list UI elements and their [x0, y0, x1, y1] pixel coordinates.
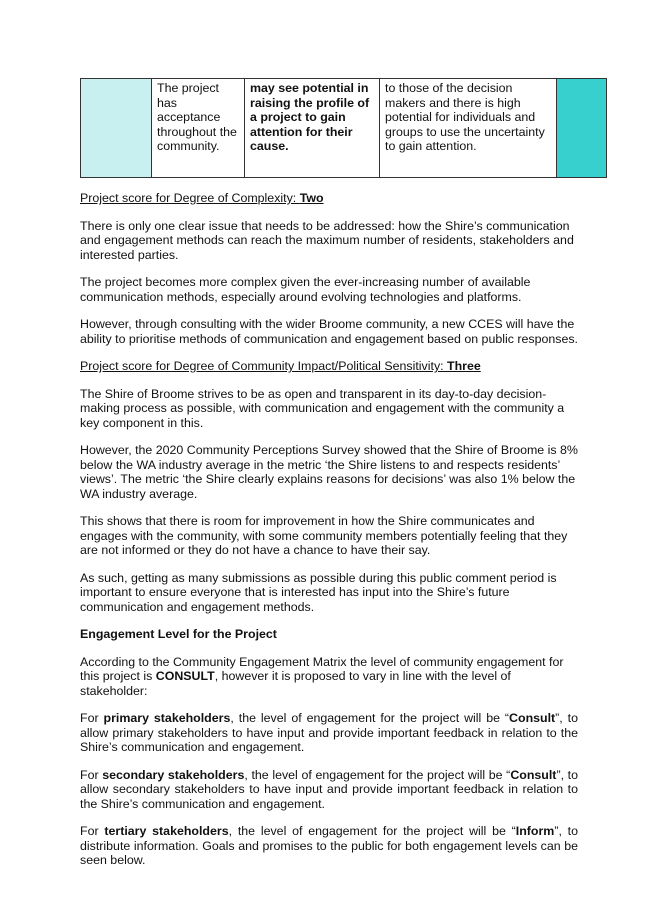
- table-cell: The project has acceptance throughout the community.: [152, 79, 245, 178]
- primary-paragraph: For primary stakeholders, the level of engagement for the project will be “Consult”, to allow primary stakeholders to have input and provide important feedback in relation to the Shire’s communication and engagement.: [80, 711, 579, 754]
- table-cell-color-dark: [557, 79, 607, 178]
- complexity-score: Two: [299, 191, 324, 205]
- paragraph: However, the 2020 Community Perceptions Survey showed that the Shire of Broome is 8% below the WA industry average in the metric ‘the Shire listens to and respects residents’ views’. The metric ‘the Shire clearly explains reasons for decisions’ was also 1% below the WA industry average.: [80, 443, 578, 501]
- paragraph: There is only one clear issue that needs to be addressed: how the Shire’s communication and engagement methods can reach the maximum number of residents, stakeholders and interested parties.: [80, 218, 574, 262]
- score-table: [80, 78, 607, 178]
- document-body: [80, 191, 578, 881]
- paragraph: The Shire of Broome strives to be as open and transparent in its day-to-day decision-making process as possible, with communication and engagement with the community a key component in this.: [80, 386, 565, 430]
- table-cell: to those of the decision makers and there is high potential for individuals and groups to use the uncertainty to gain attention.: [380, 79, 557, 178]
- complexity-score-heading: Project score for Degree of Complexity: Two: [80, 191, 324, 205]
- impact-score-heading: Project score for Degree of Community Impact/Political Sensitivity: Three: [80, 359, 481, 373]
- table-cell: may see potential in raising the profile of a project to gain attention for their cause.: [245, 79, 380, 178]
- paragraph: According to the Community Engagement Matrix the level of community engagement for this project is CONSULT, however it is proposed to vary in line with the level of stakeholder:: [80, 654, 564, 698]
- paragraph: The project becomes more complex given the ever-increasing number of available communication methods, especially around evolving technologies and platforms.: [80, 275, 531, 304]
- tertiary-paragraph: For tertiary stakeholders, the level of engagement for the project will be “Inform”, to distribute information. Goals and promises to the public for both engagement levels can be seen below.: [80, 824, 578, 867]
- secondary-paragraph: For secondary stakeholders, the level of engagement for the project will be “Consult”, to allow secondary stakeholders to have input and provide important feedback in relation to the Shire’s communication and engagement.: [80, 767, 578, 811]
- paragraph: As such, getting as many submissions as possible during this public comment period is important to ensure everyone that is interested has input into the Shire’s future communication and engagement methods.: [80, 570, 557, 614]
- paragraph: This shows that there is room for improvement in how the Shire communicates and engages with the community, with some community members potentially feeling that they are not informed or they do not have a chance to have their say.: [80, 514, 568, 557]
- section-heading: Engagement Level for the Project: [80, 627, 277, 641]
- table-row: [81, 79, 607, 178]
- paragraph: However, through consulting with the wider Broome community, a new CCES will have the ability to prioritise methods of communication and engagement based on public responses.: [80, 317, 578, 346]
- impact-score: Three: [447, 359, 481, 373]
- table-cell-color-light: [81, 79, 152, 178]
